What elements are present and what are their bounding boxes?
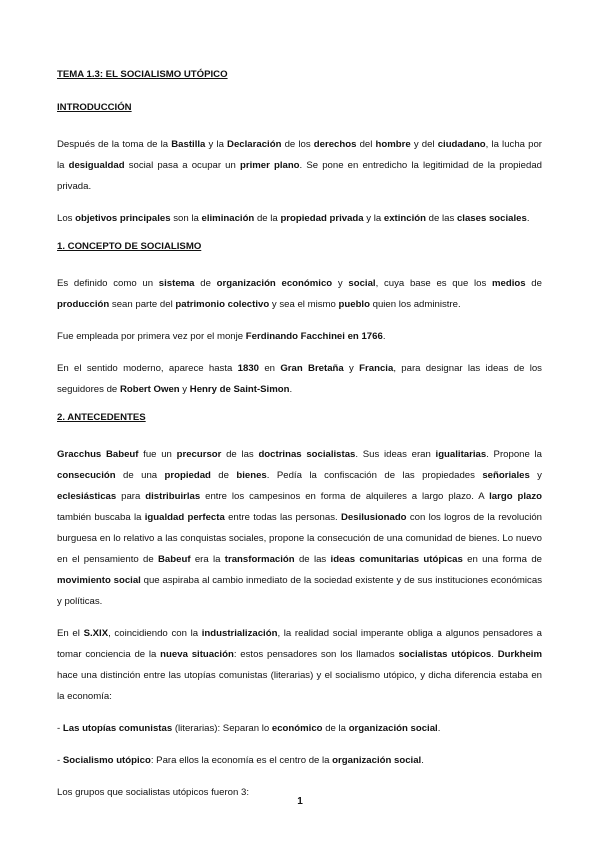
text: de	[210, 470, 237, 481]
bold-text: medios	[492, 278, 526, 289]
bold-text: Ferdinando Facchinei en 1766	[245, 331, 383, 342]
text: fue un	[138, 449, 177, 460]
bold-text: patrimonio colectivo	[175, 299, 270, 310]
bold-text: social	[348, 278, 376, 289]
section-heading-concepto: 1. CONCEPTO DE SOCIALISMO	[57, 241, 202, 252]
bold-text: 1830	[237, 363, 260, 374]
bold-text: clases sociales	[456, 213, 527, 224]
text: .	[526, 213, 530, 224]
text: Los	[57, 213, 76, 224]
text: , la lucha por la	[57, 139, 542, 171]
bold-text: económico	[271, 723, 323, 734]
bold-text: primer plano	[239, 160, 300, 171]
bold-text: igualdad perfecta	[144, 512, 225, 523]
text: En el sentido moderno, aparece hasta	[57, 363, 238, 374]
paragraph	[57, 623, 542, 707]
section-heading-antecedentes: 2. ANTECEDENTES	[57, 412, 146, 423]
text: de una	[115, 470, 165, 481]
text: . Pedía la confiscación de las propiedades	[266, 470, 483, 481]
list-item	[57, 750, 542, 771]
text: de la	[254, 213, 281, 224]
bold-text: derechos	[313, 139, 357, 150]
bold-text: precursor	[176, 449, 222, 460]
bold-text: Babeuf	[158, 554, 191, 565]
bold-text: eliminación	[201, 213, 255, 224]
bold-text: pueblo	[338, 299, 370, 310]
document-body	[57, 68, 542, 814]
text: Los grupos que socialistas utópicos fueron 3:	[57, 787, 249, 798]
text: . Sus ideas eran	[355, 449, 436, 460]
section-heading-introduccion: INTRODUCCIÓN	[57, 102, 132, 113]
text: y del	[410, 139, 438, 150]
text: que aspiraba al cambio inmediato de la sociedad existente y de sus instituciones económicas y políticas.	[57, 575, 542, 607]
text: . Se pone en entredicho la legitimidad de la propiedad privada.	[57, 160, 542, 192]
text: hace una distinción entre las utopías comunistas (literarias) y el socialismo utópico, y dicha diferencia estaba en la economía:	[57, 670, 542, 702]
text: y la	[205, 139, 228, 150]
bold-text: propiedad privada	[280, 213, 364, 224]
bold-text: producción	[57, 299, 110, 310]
text: de las	[426, 213, 457, 224]
text: para	[116, 491, 146, 502]
text: : estos pensadores son los llamados	[233, 649, 399, 660]
text: y la	[363, 213, 384, 224]
text: social pasa a ocupar un	[124, 160, 240, 171]
bold-text: Francia	[359, 363, 394, 374]
bold-text: distribuirlas	[145, 491, 201, 502]
bold-text: organización social	[348, 723, 438, 734]
paragraph	[57, 134, 542, 197]
text: : Para ellos la economía es el centro de la	[150, 755, 333, 766]
text: son la	[170, 213, 202, 224]
text: quien los administre.	[369, 299, 461, 310]
paragraph	[57, 358, 542, 400]
text: , coincidiendo con la	[108, 628, 202, 639]
bold-text: movimiento social	[57, 575, 141, 586]
document-title: TEMA 1.3: EL SOCIALISMO UTÓPICO	[57, 69, 228, 80]
bold-text: extinción	[383, 213, 426, 224]
bold-text: objetivos principales	[75, 213, 171, 224]
bold-text: doctrinas socialistas	[258, 449, 356, 460]
bold-text: largo plazo	[489, 491, 542, 502]
text: de los	[281, 139, 314, 150]
text: de	[194, 278, 217, 289]
text: -	[57, 723, 63, 734]
bold-text: señoriales	[482, 470, 530, 481]
paragraph	[57, 208, 542, 229]
bold-text: sistema	[158, 278, 195, 289]
paragraph	[57, 444, 542, 612]
bold-text: hombre	[375, 139, 411, 150]
text: En el	[57, 628, 84, 639]
text: y	[179, 384, 190, 395]
bold-text: Durkheim	[497, 649, 542, 660]
text: entre los campesinos en forma de alquileres a largo plazo. A	[200, 491, 490, 502]
bold-text: Gran Bretaña	[280, 363, 344, 374]
text: .	[289, 384, 293, 395]
text: entre todas las personas.	[224, 512, 341, 523]
bold-text: desigualdad	[68, 160, 125, 171]
bold-text: Gracchus Babeuf	[57, 449, 139, 460]
bold-text: bienes	[236, 470, 267, 481]
text: era la	[190, 554, 225, 565]
text: Es definido como un	[57, 278, 159, 289]
text: en una forma de	[462, 554, 542, 565]
bold-text: nueva situación	[160, 649, 234, 660]
bold-text: S.XIX	[83, 628, 109, 639]
text: sean parte del	[109, 299, 176, 310]
text: también buscaba la	[57, 512, 145, 523]
bold-text: organización social	[332, 755, 422, 766]
text: .	[437, 723, 441, 734]
bold-text: eclesiásticas	[57, 491, 117, 502]
bold-text: propiedad	[164, 470, 211, 481]
paragraph	[57, 326, 542, 347]
bold-text: igualitarias	[435, 449, 487, 460]
text: , para designar las ideas de los seguidores de	[57, 363, 542, 395]
text: .	[421, 755, 424, 766]
text: con los logros de la revolución burguesa en lo relativo a las conquistas sociales, propone la consecución de una comunidad de bienes. Lo nuevo en el pensamiento de	[57, 512, 542, 565]
bold-text: Declaración	[227, 139, 282, 150]
bold-text: Bastilla	[171, 139, 206, 150]
paragraph	[57, 273, 542, 315]
text: -	[57, 755, 63, 766]
text: Fue empleada por primera vez por el monje	[57, 331, 246, 342]
bold-text: transformación	[224, 554, 295, 565]
text: y sea el mismo	[269, 299, 339, 310]
bold-text: Socialismo utópico	[62, 755, 151, 766]
text: .	[491, 649, 498, 660]
text: , cuya base es que los	[375, 278, 492, 289]
page-number: 1	[297, 796, 303, 807]
bold-text: consecución	[57, 470, 116, 481]
bold-text: Desilusionado	[340, 512, 407, 523]
text: de la	[322, 723, 349, 734]
text: del	[356, 139, 376, 150]
bold-text: socialistas utópicos	[398, 649, 492, 660]
text: Después de la toma de la	[57, 139, 172, 150]
bold-text: ciudadano	[437, 139, 486, 150]
text: de las	[294, 554, 331, 565]
text: . Propone la	[486, 449, 542, 460]
text: y	[343, 363, 360, 374]
bold-text: industrialización	[201, 628, 278, 639]
bold-text: Las utopías comunistas	[62, 723, 173, 734]
text: en	[259, 363, 281, 374]
list-item	[57, 718, 542, 739]
text: .	[382, 331, 386, 342]
text: , la realidad social imperante obliga a algunos pensadores a tomar conciencia de la	[57, 628, 542, 660]
text: (literarias): Separan lo	[172, 723, 272, 734]
bold-text: organización económico	[216, 278, 333, 289]
bold-text: Robert Owen	[119, 384, 180, 395]
text: y	[332, 278, 349, 289]
text: de las	[221, 449, 259, 460]
bold-text: ideas comunitarias utópicas	[330, 554, 463, 565]
text: y	[529, 470, 542, 481]
bold-text: Henry de Saint-Simon	[189, 384, 290, 395]
text: de	[525, 278, 542, 289]
